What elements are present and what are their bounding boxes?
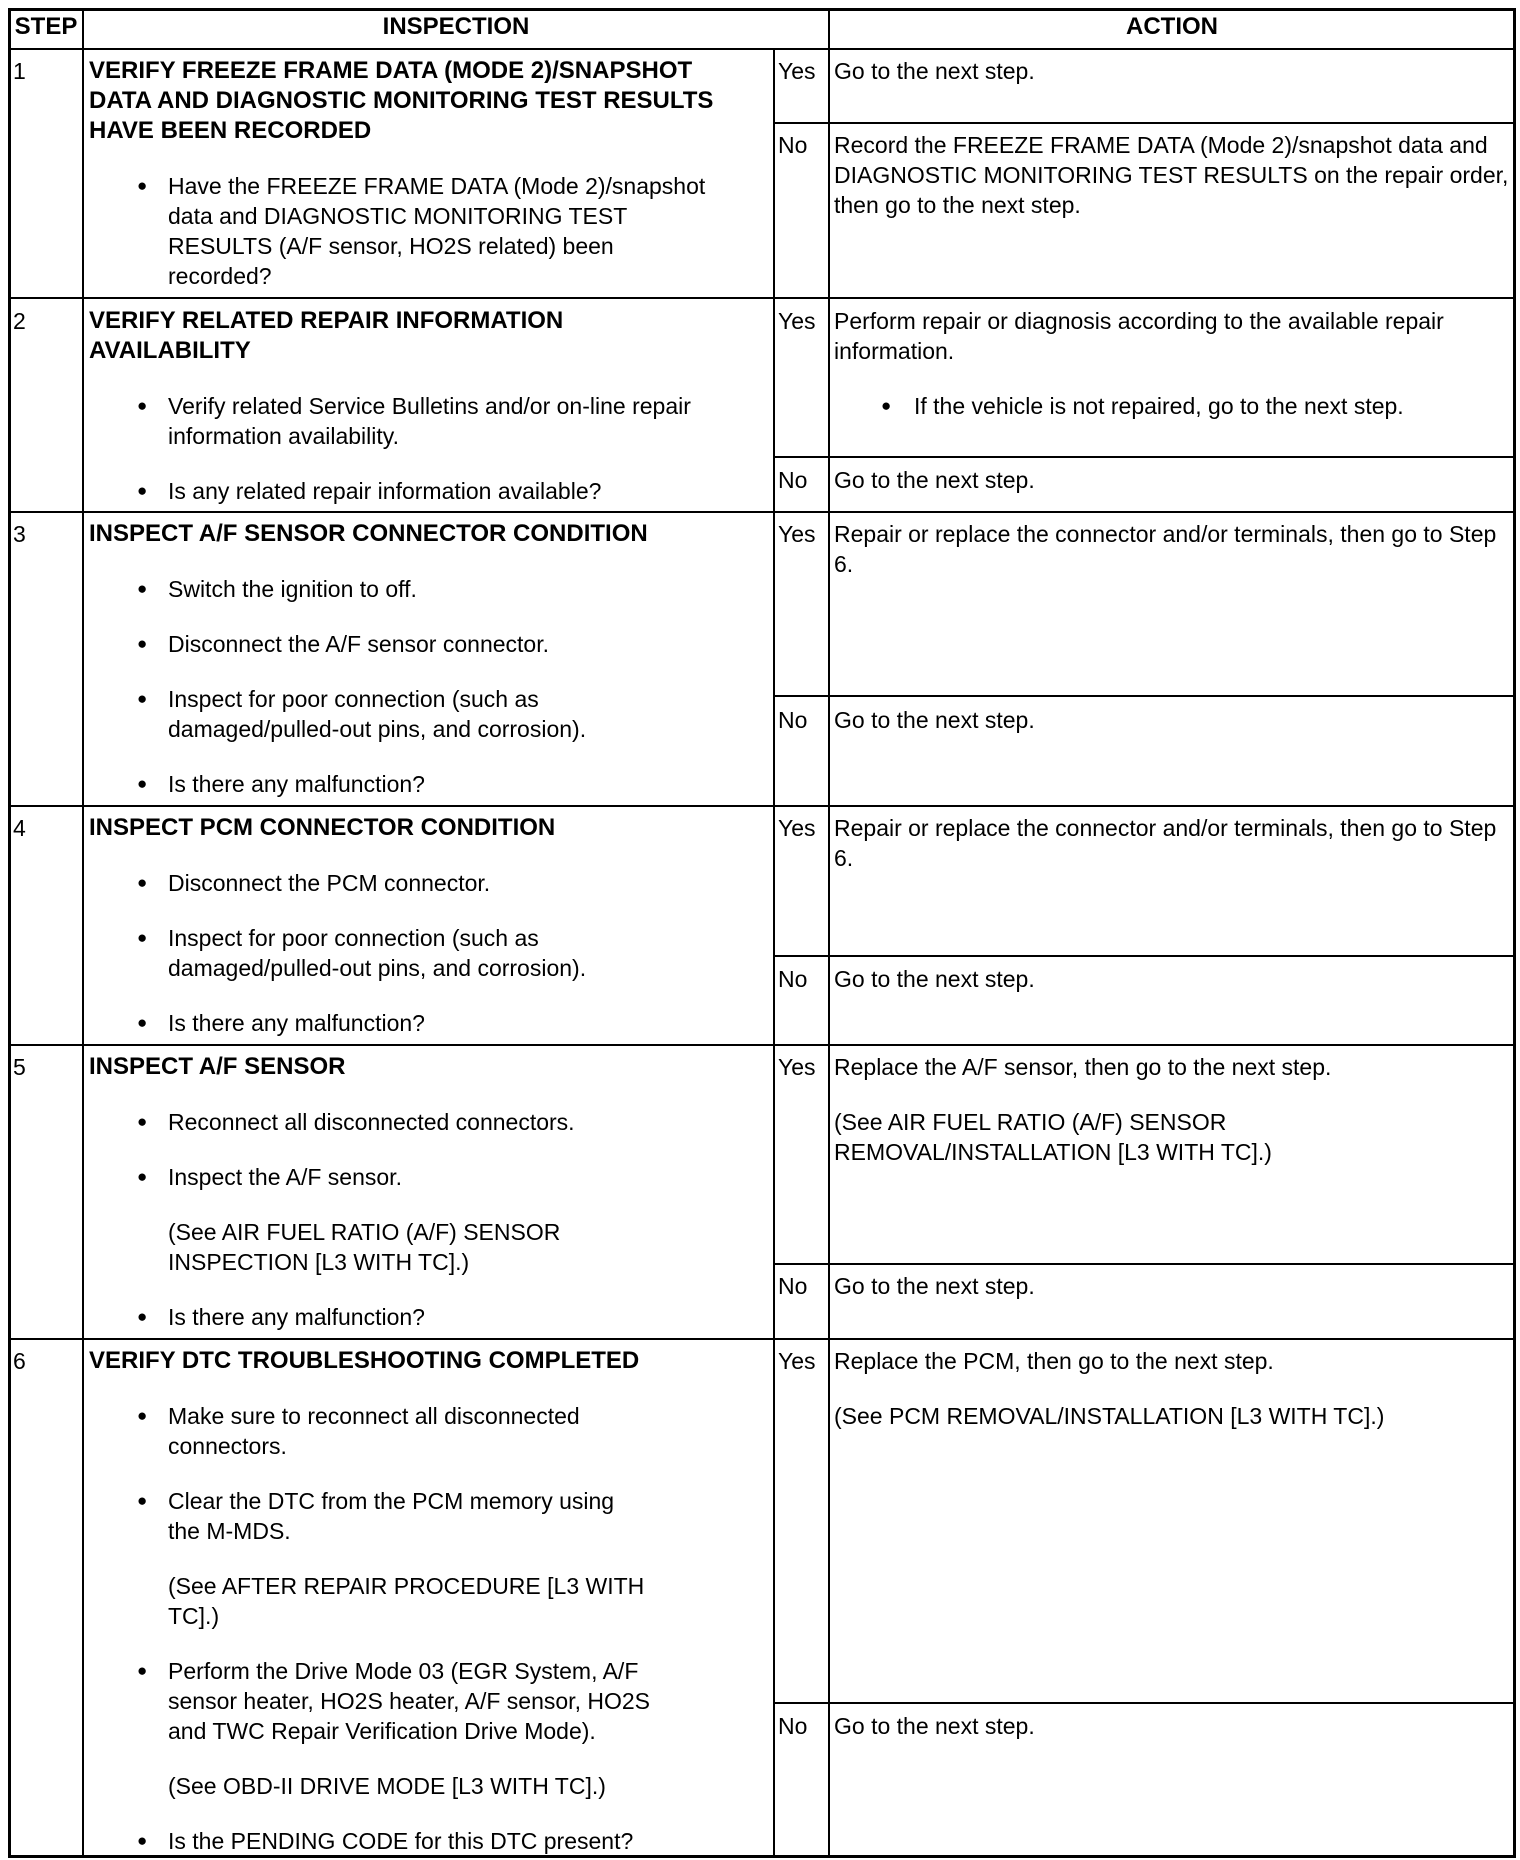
action-text: Repair or replace the connector and/or terminals, then go to Step 6. xyxy=(834,815,1497,871)
table-left-border xyxy=(8,8,11,1858)
action-bullets xyxy=(834,391,1510,421)
step-number: 3 xyxy=(13,521,26,547)
step-number: 5 xyxy=(13,1054,26,1080)
no-action xyxy=(834,1271,1510,1301)
step-items xyxy=(89,574,769,799)
header-inspection: INSPECTION xyxy=(382,13,530,40)
yes-label: Yes xyxy=(778,1054,816,1080)
inspection-bullet: ● Make sure to reconnect all disconnected connectors. xyxy=(89,1401,619,1461)
inspection-bullet: ● Perform the Drive Mode 03 (EGR System, A/F sensor heater, HO2S heater, A/F sensor, HO2S and TWC Repair Verification Drive Mode). xyxy=(89,1656,689,1746)
header-divider xyxy=(8,48,1516,50)
yes-action xyxy=(834,56,1510,86)
step-title: VERIFY DTC TROUBLESHOOTING COMPLETED xyxy=(89,1347,640,1374)
step-items xyxy=(89,1401,769,1856)
row-divider xyxy=(8,1338,1516,1340)
inspection-bullet: ● Is the PENDING CODE for this DTC present? xyxy=(89,1826,769,1856)
step-inspection xyxy=(89,56,769,291)
yes-label: Yes xyxy=(778,521,816,547)
step-title: INSPECT A/F SENSOR CONNECTOR CONDITION xyxy=(89,520,648,547)
inspection-bullet: ● Is any related repair information available? xyxy=(89,476,769,506)
no-label: No xyxy=(778,467,808,493)
action-text: Go to the next step. xyxy=(834,1273,1035,1299)
yes-no-divider xyxy=(773,1702,1515,1704)
no-action xyxy=(834,465,1510,495)
action-text: Go to the next step. xyxy=(834,966,1035,992)
action-text: Replace the PCM, then go to the next step. xyxy=(834,1348,1274,1374)
inspection-bullet: ● Is there any malfunction? xyxy=(89,1302,769,1332)
yes-action xyxy=(834,813,1510,873)
yes-no-divider xyxy=(773,456,1515,458)
yes-no-divider xyxy=(773,955,1515,957)
inspection-bullet: ● Disconnect the A/F sensor connector. xyxy=(89,629,769,659)
no-action xyxy=(834,1711,1510,1741)
step-items xyxy=(89,171,769,291)
header-action: ACTION xyxy=(1126,13,1218,40)
action-text: Go to the next step. xyxy=(834,467,1035,493)
no-label: No xyxy=(778,966,808,992)
yesno-column-divider xyxy=(773,48,775,1857)
row-divider xyxy=(8,1044,1516,1046)
yes-action xyxy=(834,1052,1510,1167)
no-label: No xyxy=(778,132,808,158)
step-title: INSPECT PCM CONNECTOR CONDITION xyxy=(89,814,556,841)
yes-label: Yes xyxy=(778,308,816,334)
inspection-bullet: ● Disconnect the PCM connector. xyxy=(89,868,769,898)
step-inspection xyxy=(89,306,769,506)
action-text: Record the FREEZE FRAME DATA (Mode 2)/snapshot data and DIAGNOSTIC MONITORING TEST RESULTS on the repair order, then go to the next step. xyxy=(834,132,1509,218)
inspection-reference: (See AFTER REPAIR PROCEDURE [L3 WITH TC].) xyxy=(168,1573,645,1629)
table-top-border xyxy=(8,8,1516,11)
header-step: STEP xyxy=(14,13,78,40)
step-number: 2 xyxy=(13,308,26,334)
action-reference: (See AIR FUEL RATIO (A/F) SENSOR REMOVAL/INSTALLATION [L3 WITH TC].) xyxy=(834,1109,1272,1165)
yes-no-divider xyxy=(773,1263,1515,1265)
step-items xyxy=(89,868,769,1038)
no-label: No xyxy=(778,1273,808,1299)
step-column-divider xyxy=(82,8,84,1858)
inspection-bullet: ● Reconnect all disconnected connectors. xyxy=(89,1107,769,1137)
yes-action xyxy=(834,519,1510,579)
inspection-reference: (See AIR FUEL RATIO (A/F) SENSOR INSPECTION [L3 WITH TC].) xyxy=(168,1219,561,1275)
yes-label: Yes xyxy=(778,1348,816,1374)
no-label: No xyxy=(778,707,808,733)
inspection-bullet: ● Have the FREEZE FRAME DATA (Mode 2)/snapshot data and DIAGNOSTIC MONITORING TEST RESULTS (A/F sensor, HO2S related) been recorded? xyxy=(89,171,719,291)
action-text: Replace the A/F sensor, then go to the next step. xyxy=(834,1054,1332,1080)
no-action xyxy=(834,705,1510,735)
step-title: INSPECT A/F SENSOR xyxy=(89,1053,346,1080)
step-inspection xyxy=(89,1052,769,1332)
step-inspection xyxy=(89,1346,769,1856)
yes-action xyxy=(834,306,1510,421)
action-text: Perform repair or diagnosis according to the available repair information. xyxy=(834,308,1444,364)
no-action xyxy=(834,964,1510,994)
action-text: Go to the next step. xyxy=(834,707,1035,733)
step-items xyxy=(89,1107,769,1332)
yes-label: Yes xyxy=(778,58,816,84)
step-items xyxy=(89,391,769,506)
table-right-border xyxy=(1513,8,1516,1858)
step-title: VERIFY FREEZE FRAME DATA (MODE 2)/SNAPSHOT DATA AND DIAGNOSTIC MONITORING TEST RESULTS HAVE BEEN RECORDED xyxy=(89,57,714,144)
row-divider xyxy=(8,805,1516,807)
no-action xyxy=(834,130,1510,220)
no-label: No xyxy=(778,1713,808,1739)
yes-label: Yes xyxy=(778,815,816,841)
step-number: 1 xyxy=(13,58,26,84)
action-reference: (See PCM REMOVAL/INSTALLATION [L3 WITH TC].) xyxy=(834,1403,1385,1429)
row-divider xyxy=(8,511,1516,513)
inspection-bullet: ● Inspect for poor connection (such as damaged/pulled-out pins, and corrosion). xyxy=(89,923,669,983)
inspection-reference: (See OBD-II DRIVE MODE [L3 WITH TC].) xyxy=(168,1773,606,1799)
inspection-bullet: ● Verify related Service Bulletins and/or on-line repair information availability. xyxy=(89,391,769,451)
action-text: Repair or replace the connector and/or terminals, then go to Step 6. xyxy=(834,521,1497,577)
inspection-bullet: ● Clear the DTC from the PCM memory using the M-MDS. xyxy=(89,1486,649,1546)
inspection-bullet: ● Is there any malfunction? xyxy=(89,1008,769,1038)
inspection-bullet: ● Inspect the A/F sensor. xyxy=(89,1162,769,1192)
yes-no-divider xyxy=(773,695,1515,697)
step-number: 4 xyxy=(13,815,26,841)
action-text: Go to the next step. xyxy=(834,1713,1035,1739)
inspection-bullet: ● Is there any malfunction? xyxy=(89,769,769,799)
step-inspection xyxy=(89,813,769,1038)
yes-action xyxy=(834,1346,1510,1431)
inspection-bullet: ● Inspect for poor connection (such as damaged/pulled-out pins, and corrosion). xyxy=(89,684,669,744)
yes-no-divider xyxy=(773,122,1515,124)
action-bullet: ● If the vehicle is not repaired, go to the next step. xyxy=(834,391,1510,421)
step-title: VERIFY RELATED REPAIR INFORMATION AVAILABILITY xyxy=(89,307,564,364)
inspection-bullet: ● Switch the ignition to off. xyxy=(89,574,769,604)
action-column-divider xyxy=(828,8,830,1858)
step-inspection xyxy=(89,519,769,799)
step-number: 6 xyxy=(13,1348,26,1374)
action-text: Go to the next step. xyxy=(834,58,1035,84)
row-divider xyxy=(8,297,1516,299)
